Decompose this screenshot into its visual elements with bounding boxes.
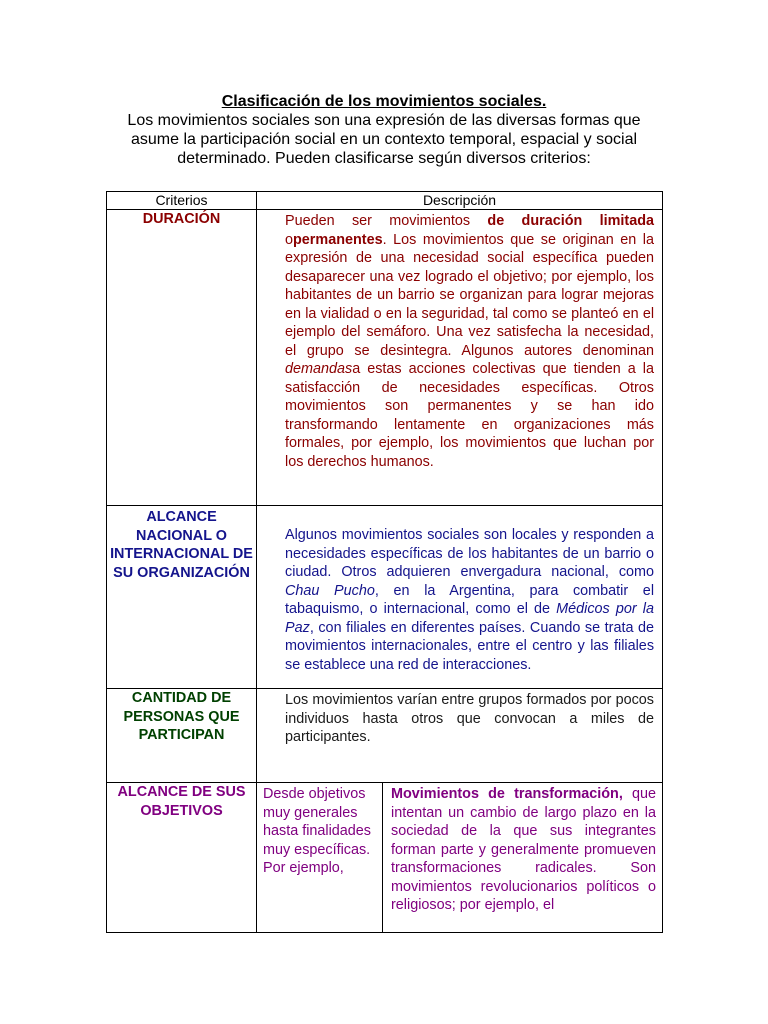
intro-paragraph: Los movimientos sociales son una expresión de las diversas formas que asume la participación social en un contexto temporal, espacial y social determinado. Pueden clasificarse según diversos criterios:: [127, 112, 641, 167]
table-row: [107, 506, 663, 689]
desc-bold: permanentes: [293, 231, 383, 248]
desc-text: que intentan un cambio de largo plazo en la sociedad de la que sus integrantes forman parte y generalmente promueven transformaciones radicales. Son movimientos revolucionarios políticos o religiosos; por ejemplo, el: [391, 786, 657, 913]
descripcion-objetivos-right: [383, 783, 663, 933]
table-row: [107, 210, 663, 506]
header-criterios: Criterios: [107, 192, 257, 210]
desc-text: a estas acciones colectivas que tienden a la satisfacción de necesidades específicas. Otros movimientos son permanentes y se han ido transformando lentamente en organizaciones más formales, por ejemplo, los movimientos que luchan por los derechos humanos.: [285, 361, 655, 470]
desc-text: . Los movimientos que se originan en la expresión de una necesidad social específica pueden desaparecer una vez logrado el objetivo; por ejemplo, los habitantes de un barrio se organizan para lograr mejoras en la vialidad o en la seguridad, tal como se planteó en el ejemplo del semáforo. Una vez satisfecha la necesidad, el grupo se desintegra. Algunos autores denominan: [285, 231, 655, 359]
desc-italic: demandas: [285, 361, 353, 377]
table-row: [107, 689, 663, 783]
criterio-cantidad: CANTIDAD DE PERSONAS QUE PARTICIPAN: [107, 689, 257, 783]
descripcion-duracion: [257, 210, 663, 506]
desc-text: o: [285, 231, 294, 248]
table-header-row: [107, 192, 663, 210]
classification-table: [106, 191, 663, 933]
desc-text: , en la Argentina, para combatir el tabaquismo, o internacional, como el de: [285, 582, 655, 617]
descripcion-alcance-nacional: [257, 506, 663, 689]
desc-text: Pueden ser movimientos: [285, 213, 488, 229]
desc-text: , con filiales en diferentes países. Cuando se trata de movimientos internacionales, entre el centro y las filiales se establece una red de interacciones.: [285, 619, 655, 673]
desc-italic: Médicos por la Paz: [285, 601, 655, 636]
desc-bold: Movimientos de transformación,: [391, 786, 623, 802]
criterio-duracion: DURACIÓN: [107, 210, 257, 506]
desc-text: Los movimientos varían entre grupos formados por pocos individuos hasta otros que convocan a miles de participantes.: [285, 692, 655, 745]
header-descripcion: Descripción: [257, 192, 663, 210]
criterio-alcance-objetivos: ALCANCE DE SUS OBJETIVOS: [107, 783, 257, 933]
desc-italic: Chau Pucho: [285, 582, 375, 599]
desc-bold: de duración limitada: [487, 213, 655, 229]
desc-text: Desde objetivos muy generales hasta finalidades muy específicas. Por ejemplo,: [263, 786, 372, 876]
table-row: [107, 783, 663, 933]
descripcion-cantidad: [257, 689, 663, 783]
document-title: Clasificación de los movimientos sociales.: [221, 93, 547, 110]
criterio-alcance-nacional: ALCANCE NACIONAL O INTERNACIONAL DE SU ORGANIZACIÓN: [107, 506, 257, 689]
descripcion-objetivos-left: [257, 783, 383, 933]
desc-text: Algunos movimientos sociales son locales y responden a necesidades específicas de los habitantes de un barrio o ciudad. Otros adquieren envergadura nacional, como: [285, 527, 655, 580]
